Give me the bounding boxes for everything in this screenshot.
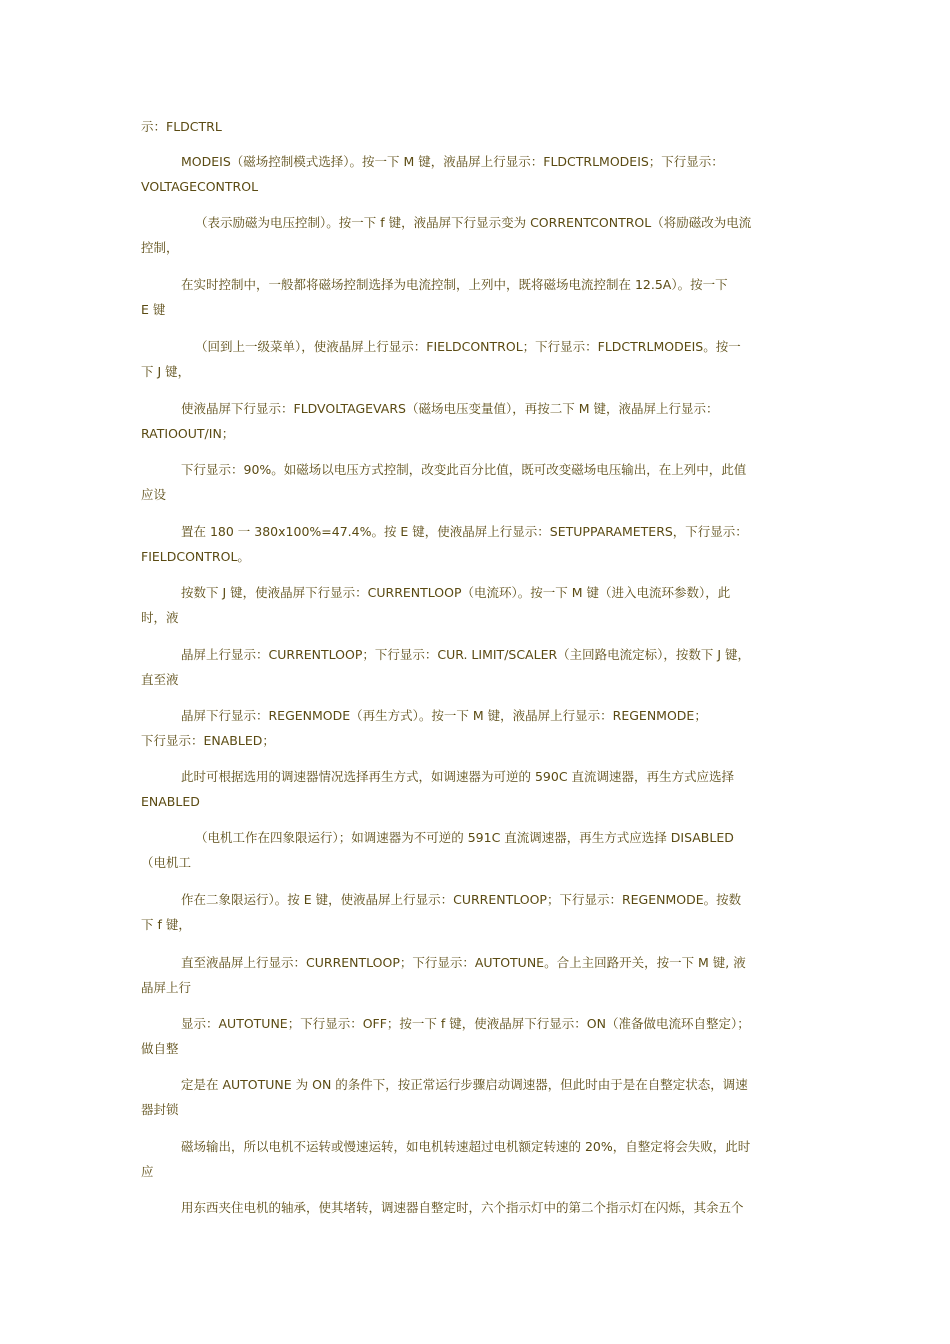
- paragraph: [141, 149, 813, 199]
- paragraph-line: （电机工: [141, 855, 192, 870]
- paragraph-line: VOLTAGECONTROL: [141, 179, 259, 194]
- paragraph: [141, 457, 813, 507]
- paragraph: [141, 825, 813, 875]
- paragraph: [141, 334, 813, 384]
- paragraph-line: 控制，: [141, 240, 179, 255]
- paragraph-line: 直至液: [141, 672, 179, 687]
- paragraph: [141, 114, 813, 139]
- paragraph-line: FIELDCONTROL。: [141, 549, 250, 564]
- paragraph: [141, 519, 813, 569]
- paragraph: [141, 950, 813, 1000]
- paragraph-line: 按数下 J 键，使液晶屏下行显示：CURRENTLOOP（电流环）。按一下 M 键（进入电流环参数），此: [181, 585, 731, 600]
- paragraph: [141, 1072, 813, 1122]
- paragraph-line: 此时可根据选用的调速器情况选择再生方式，如调速器为可逆的 590C 直流调速器，再生方式应选择: [181, 769, 735, 784]
- paragraph-line: 直至液晶屏上行显示：CURRENTLOOP；下行显示：AUTOTUNE。合上主回路开关，按一下 M 键, 液: [181, 955, 746, 970]
- paragraph: [141, 764, 813, 814]
- paragraph-line: 示：FLDCTRL: [141, 119, 222, 134]
- paragraph: [141, 703, 813, 753]
- paragraph-line: 定是在 AUTOTUNE 为 ON 的条件下，按正常运行步骤启动调速器，但此时由于是在自整定状态，调速: [181, 1077, 748, 1092]
- paragraph: [141, 580, 813, 630]
- paragraph-line: E 键: [141, 302, 166, 317]
- paragraph-line: ENABLED: [141, 794, 200, 809]
- paragraph-line: 晶屏上行显示：CURRENTLOOP；下行显示：CUR. LIMIT/SCALER（主回路电流定标），按数下 J 键，: [181, 647, 751, 662]
- paragraph-line: 下行显示：ENABLED；: [141, 733, 275, 748]
- paragraph-line: 作在二象限运行）。按 E 键，使液晶屏上行显示：CURRENTLOOP；下行显示：REGENMODE。按数: [181, 892, 742, 907]
- paragraph: [141, 1195, 813, 1220]
- paragraph-line: 晶屏下行显示：REGENMODE（再生方式）。按一下 M 键，液晶屏上行显示：REGENMODE；: [181, 708, 707, 723]
- paragraph: [141, 1011, 813, 1061]
- paragraph-line: 下 f 键，: [141, 917, 191, 932]
- paragraph: [141, 1134, 813, 1184]
- paragraph-line: 器封锁: [141, 1102, 179, 1117]
- paragraph-line: 显示：AUTOTUNE；下行显示：OFF；按一下 f 键，使液晶屏下行显示：ON（准备做电流环自整定）；: [181, 1016, 750, 1031]
- paragraph-line: 应: [141, 1164, 154, 1179]
- paragraph-line: 做自整: [141, 1041, 179, 1056]
- paragraph-line: MODEIS（磁场控制模式选择）。按一下 M 键，液晶屏上行显示：FLDCTRLMODEIS；下行显示：: [181, 154, 724, 169]
- paragraph-line: 用东西夹住电机的轴承，使其堵转，调速器自整定时，六个指示灯中的第二个指示灯在闪烁，其余五个: [181, 1200, 744, 1215]
- paragraph-line: 时，液: [141, 610, 179, 625]
- paragraph-line: 置在 180 一 380x100%=47.4%。按 E 键，使液晶屏上行显示：SETUPPARAMETERS，下行显示：: [181, 524, 748, 539]
- paragraph-line: 下行显示：90%。如磁场以电压方式控制，改变此百分比值，既可改变磁场电压输出，在上列中，此值: [181, 462, 747, 477]
- paragraph: [141, 396, 813, 446]
- paragraph-line: RATIOOUT/IN；: [141, 426, 235, 441]
- paragraph: [141, 642, 813, 692]
- paragraph-line: 在实时控制中，一般都将磁场控制选择为电流控制，上列中，既将磁场电流控制在 12.5A）。按一下: [181, 277, 728, 292]
- paragraph-line: 使液晶屏下行显示：FLDVOLTAGEVARS（磁场电压变量值），再按二下 M 键，液晶屏上行显示：: [181, 401, 719, 416]
- paragraph-line: 磁场输出，所以电机不运转或慢速运转，如电机转速超过电机额定转速的 20%，自整定将会失败，此时: [181, 1139, 751, 1154]
- paragraph-line: 应设: [141, 487, 167, 502]
- paragraph-line: （电机工作在四象限运行）；如调速器为不可逆的 591C 直流调速器，再生方式应选择 DISABLED: [195, 830, 734, 845]
- paragraph-line: （回到上一级菜单），使液晶屏上行显示：FIELDCONTROL；下行显示：FLDCTRLMODEIS。按一: [195, 339, 741, 354]
- paragraph: [141, 272, 813, 322]
- paragraph: [141, 210, 813, 260]
- paragraph: [141, 887, 813, 937]
- paragraph-line: 下 J 键，: [141, 364, 191, 379]
- paragraph-line: （表示励磁为电压控制）。按一下 f 键，液晶屏下行显示变为 CORRENTCONTROL（将励磁改为电流: [195, 215, 752, 230]
- paragraph-line: 晶屏上行: [141, 980, 192, 995]
